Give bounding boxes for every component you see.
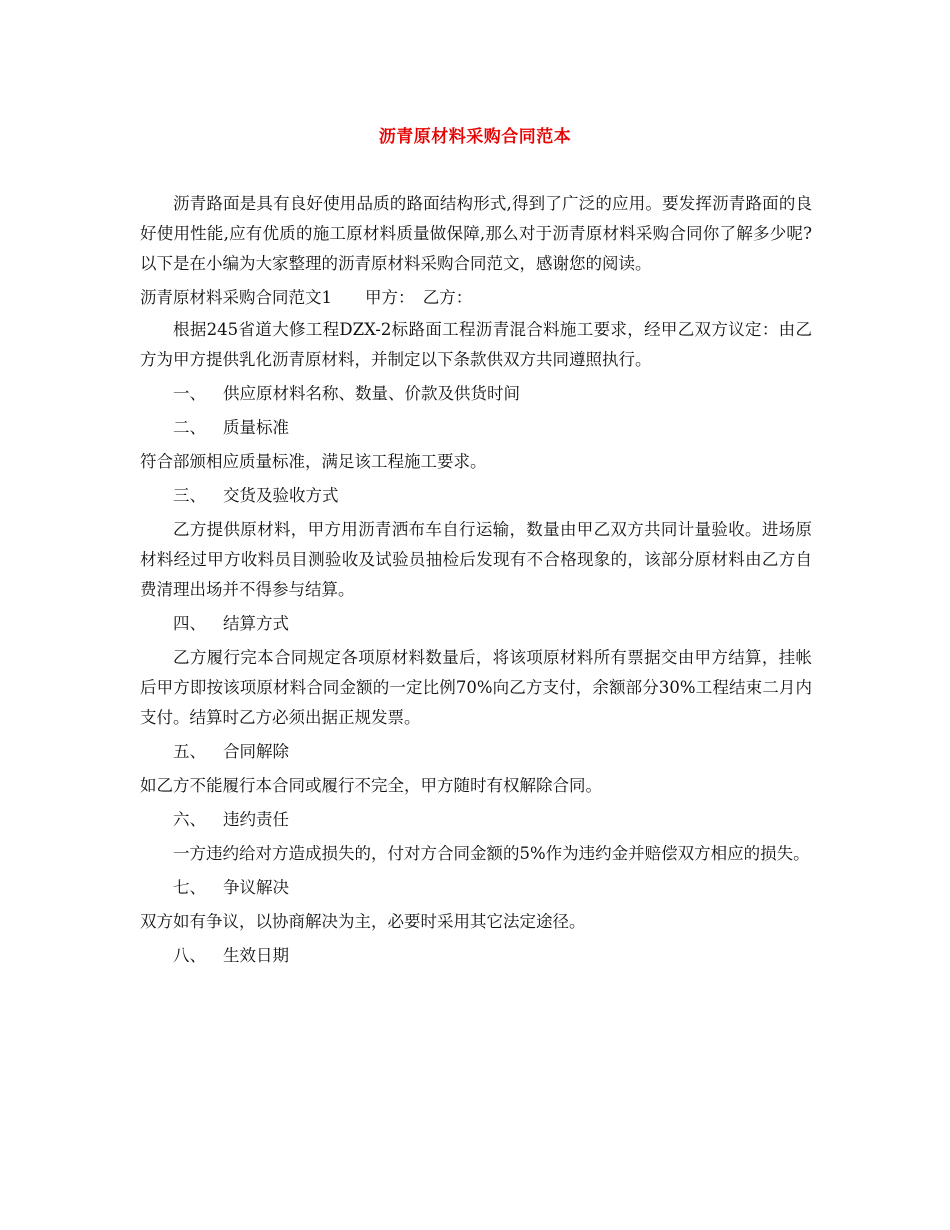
section-heading-2 xyxy=(140,413,812,443)
section-number: 三、 xyxy=(173,486,206,505)
section-title: 结算方式 xyxy=(223,614,289,633)
section-body-7: 双方如有争议，以协商解决为主，必要时采用其它法定途径。 xyxy=(140,912,586,931)
section-number: 二、 xyxy=(173,418,206,437)
section-heading-4 xyxy=(140,609,812,639)
section-number: 五、 xyxy=(173,742,206,761)
section-title: 质量标准 xyxy=(223,418,289,437)
sample-line: 沥青原材料采购合同范文1 甲方： 乙方： xyxy=(140,288,473,307)
preamble-paragraph: 根据245省道大修工程DZX-2标路面工程沥青混合料施工要求，经甲乙双方议定：由乙方为甲方提供乳化沥青原材料，并制定以下条款供双方共同遵照执行。 xyxy=(140,320,812,369)
section-title: 争议解决 xyxy=(223,878,289,897)
section-title: 合同解除 xyxy=(223,742,289,761)
section-body-5: 如乙方不能履行本合同或履行不完全，甲方随时有权解除合同。 xyxy=(140,776,602,795)
section-number: 六、 xyxy=(173,810,206,829)
section-number: 一、 xyxy=(173,384,206,403)
section-number: 八、 xyxy=(173,946,206,965)
section-body-6: 一方违约给对方造成损失的，付对方合同金额的5%作为违约金并赔偿双方相应的损失。 xyxy=(173,844,810,863)
section-heading-3 xyxy=(140,481,812,511)
section-heading-8 xyxy=(140,941,812,971)
document-title: 沥青原材料采购合同范本 xyxy=(378,127,572,147)
section-title: 供应原材料名称、数量、价款及供货时间 xyxy=(223,384,520,403)
section-title: 交货及验收方式 xyxy=(223,486,339,505)
section-title: 生效日期 xyxy=(223,946,289,965)
section-number: 四、 xyxy=(173,614,206,633)
section-body-2: 符合部颁相应质量标准，满足该工程施工要求。 xyxy=(140,452,487,471)
section-body-4: 乙方履行完本合同规定各项原材料数量后，将该项原材料所有票据交由甲方结算，挂帐后甲方即按该项原材料合同金额的一定比例70%向乙方支付，余额部分30%工程结束二月内支付。结算时乙方必须出据正规发票。 xyxy=(140,648,812,727)
section-heading-7 xyxy=(140,873,812,903)
section-body-3: 乙方提供原材料，甲方用沥青洒布车自行运输，数量由甲乙双方共同计量验收。进场原材料经过甲方收料员目测验收及试验员抽检后发现有不合格现象的，该部分原材料由乙方自费清理出场并不得参与结算。 xyxy=(140,520,812,599)
section-title: 违约责任 xyxy=(223,810,289,829)
section-heading-6 xyxy=(140,805,812,835)
section-number: 七、 xyxy=(173,878,206,897)
section-heading-5 xyxy=(140,737,812,767)
section-heading-1 xyxy=(140,379,812,409)
document-body xyxy=(140,189,812,975)
intro-paragraph: 沥青路面是具有良好使用品质的路面结构形式,得到了广泛的应用。要发挥沥青路面的良好使用性能,应有优质的施工原材料质量做保障,那么对于沥青原材料采购合同你了解多少呢?以下是在小编为大家整理的沥青原材料采购合同范文，感谢您的阅读。 xyxy=(140,194,812,273)
